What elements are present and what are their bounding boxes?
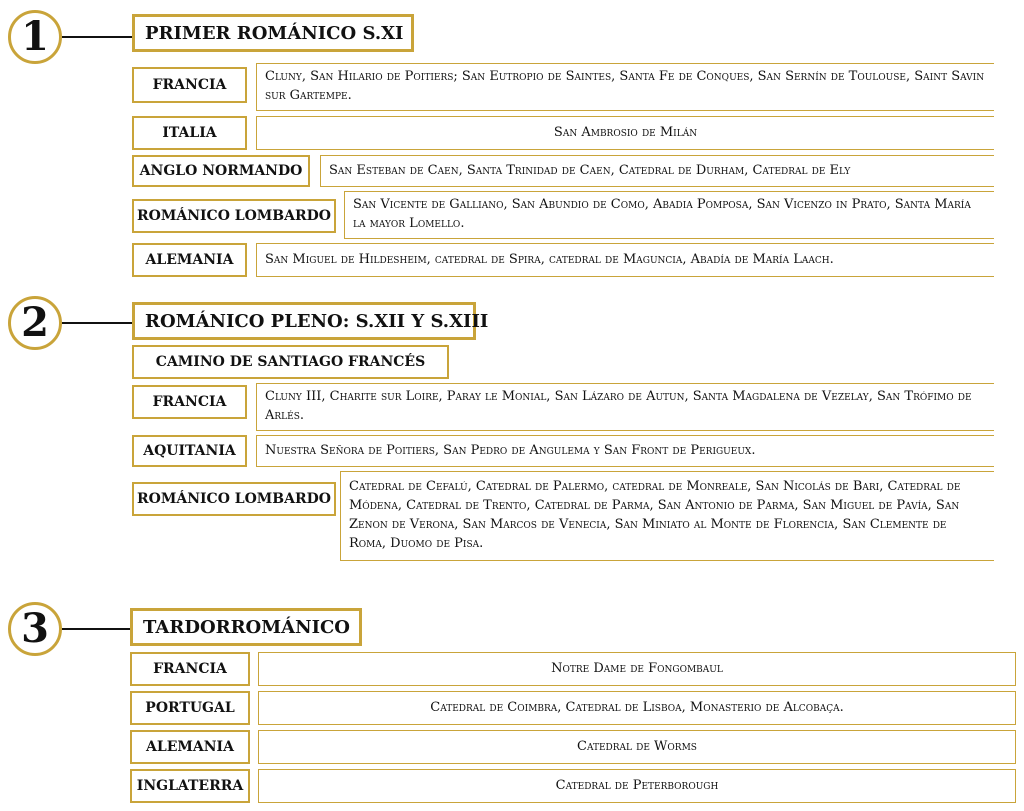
row-content-romanico-lombardo-2: Catedral de Cefalú, Catedral de Palermo, catedral de Monreale, San Nicolás de Bari, Catedral de Módena, Catedral de Trento, Catedral de Parma, San Antonio de Parma, San Miguel de Pavía, San Zenon de Verona, San Marcos de Venecia, San Miniato al Monte de Florencia, San Clemente de Roma, Duomo de Pisa. <box>340 471 994 561</box>
row-label-italia: ITALIA <box>132 116 247 150</box>
row-content-italia: San Ambrosio de Milán <box>256 116 994 150</box>
row-label-aquitania: AQUITANIA <box>132 435 247 467</box>
row-label-francia: FRANCIA <box>132 67 247 103</box>
row-label-inglaterra: INGLATERRA <box>130 769 250 803</box>
row-label-romanico-lombardo-2: ROMÁNICO LOMBARDO <box>132 482 336 516</box>
row-label-francia-2: FRANCIA <box>132 385 247 419</box>
row-label-alemania-3: ALEMANIA <box>130 730 250 764</box>
row-content-romanico-lombardo-1: San Vicente de Galliano, San Abundio de Como, Abadia Pomposa, San Vicenzo in Prato, Santa María la mayor Lomello. <box>344 191 994 239</box>
section-title-3: TARDORROMÁNICO <box>130 608 362 646</box>
row-content-alemania-1: San Miguel de Hildesheim, catedral de Spira, catedral de Maguncia, Abadía de María Laach. <box>256 243 994 277</box>
row-label-romanico-lombardo-1: ROMÁNICO LOMBARDO <box>132 199 336 233</box>
row-content-francia-2: Cluny III, Charite sur Loire, Paray le Monial, San Lázaro de Autun, Santa Magdalena de Vezelay, San Trófimo de Arlés. <box>256 383 994 431</box>
section-number-1: 1 <box>8 10 62 64</box>
section-title-1: PRIMER ROMÁNICO S.XI <box>132 14 414 52</box>
section-title-2: ROMÁNICO PLENO: S.XII Y S.XIII <box>132 302 476 340</box>
connector-line-3 <box>62 628 134 630</box>
section-number-3: 3 <box>8 602 62 656</box>
section-number-2: 2 <box>8 296 62 350</box>
row-label-francia-3: FRANCIA <box>130 652 250 686</box>
row-content-francia-3: Notre Dame de Fongombaul <box>258 652 1016 686</box>
row-content-inglaterra: Catedral de Peterborough <box>258 769 1016 803</box>
row-content-aquitania: Nuestra Señora de Poitiers, San Pedro de Angulema y San Front de Perigueux. <box>256 435 994 467</box>
row-content-alemania-3: Catedral de Worms <box>258 730 1016 764</box>
row-label-portugal: PORTUGAL <box>130 691 250 725</box>
connector-line-2 <box>62 322 134 324</box>
connector-line-1 <box>62 36 134 38</box>
row-content-francia: Cluny, San Hilario de Poitiers; San Eutropio de Saintes, Santa Fe de Conques, San Sernín de Toulouse, Saint Savin sur Gartempe. <box>256 63 994 111</box>
row-content-anglo-normando: San Esteban de Caen, Santa Trinidad de Caen, Catedral de Durham, Catedral de Ely <box>320 155 994 187</box>
row-content-portugal: Catedral de Coimbra, Catedral de Lisboa, Monasterio de Alcobaça. <box>258 691 1016 725</box>
row-label-anglo-normando: ANGLO NORMANDO <box>132 155 310 187</box>
section-subtitle-2: CAMINO DE SANTIAGO FRANCÉS <box>132 345 449 379</box>
row-label-alemania-1: ALEMANIA <box>132 243 247 277</box>
